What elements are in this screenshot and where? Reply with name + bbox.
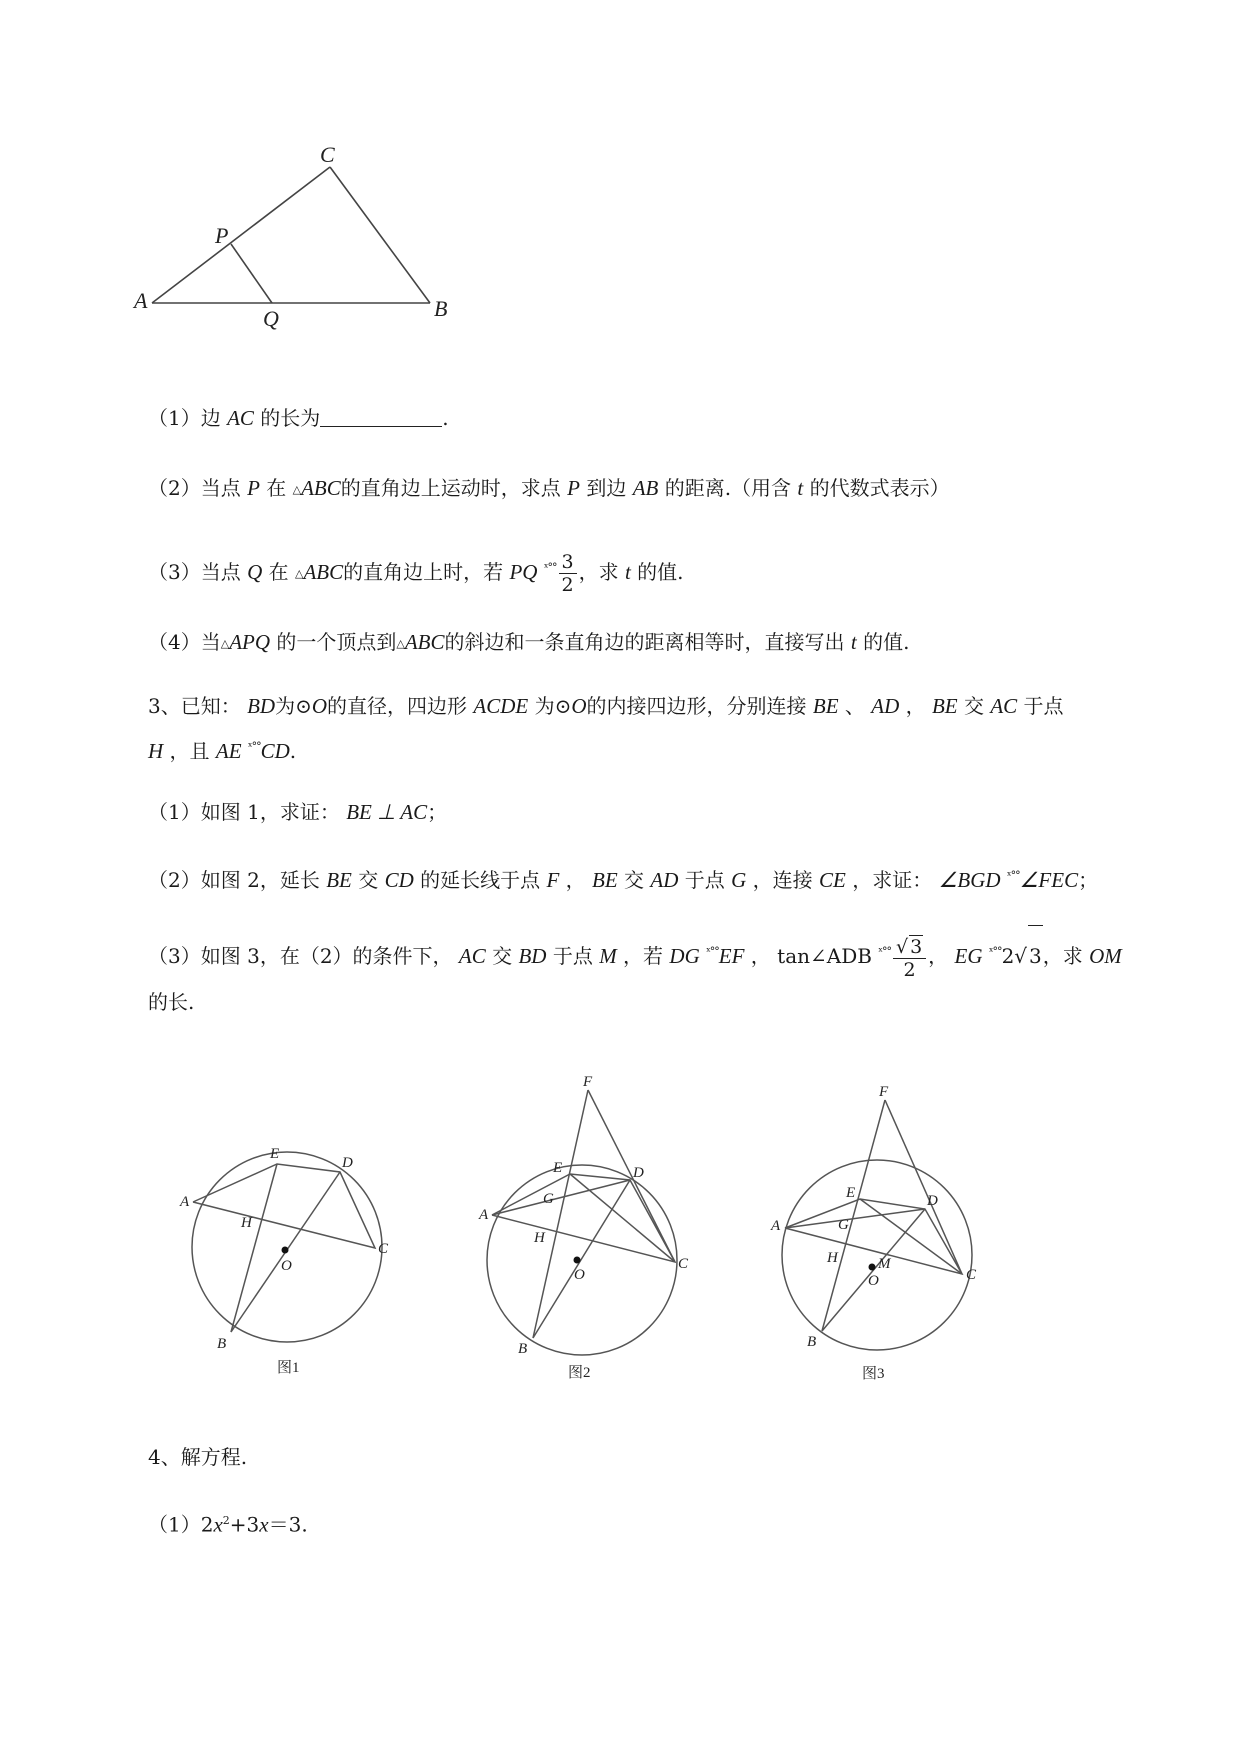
var-be: BE (931, 694, 958, 718)
fraction (893, 935, 926, 981)
exponent: 2 (222, 1514, 230, 1527)
var-x: x (213, 1512, 223, 1537)
var-ac: AC (458, 944, 486, 968)
text: 、 (844, 694, 865, 718)
sqrt-radicand: 3 (1028, 925, 1043, 986)
triangle-symbol: △ (396, 637, 405, 650)
center-dot (282, 1247, 289, 1254)
q3-part-3-line2 (148, 988, 194, 1016)
var-m: M (599, 944, 617, 968)
var-abc: ABC (404, 630, 445, 654)
triangle-symbol: △ (294, 567, 304, 580)
segment-be (231, 1164, 277, 1332)
text: ，且 (169, 739, 210, 763)
label-a: A (134, 288, 148, 313)
label-e: E (846, 1185, 856, 1201)
part-number: （1） (148, 800, 201, 824)
var-x: x (259, 1512, 269, 1537)
text: . (442, 406, 449, 430)
text: ，求证： (852, 868, 933, 892)
q3-part-1 (148, 798, 447, 826)
q3-intro-line2 (148, 733, 296, 765)
label-g: G (838, 1217, 849, 1233)
segment-ac (152, 167, 330, 303)
var-apq: APQ (229, 630, 271, 654)
circle-o (782, 1160, 972, 1350)
coefficient: 2 (200, 1512, 214, 1537)
text: ； (427, 800, 448, 824)
text: . (289, 739, 297, 763)
text: 为⊙ (275, 694, 312, 718)
angle-fec: ∠FEC (1019, 868, 1079, 892)
equals-glyph: ˣ°° (878, 945, 891, 958)
label-d: D (927, 1193, 938, 1209)
segment-fc (588, 1090, 675, 1262)
label-m: M (878, 1256, 891, 1272)
angle-bgd: ∠BGD (938, 868, 1001, 892)
equals-glyph: ˣ°° (1006, 869, 1020, 882)
text: 为⊙ (534, 694, 572, 718)
text: 如图 2，延长 (200, 868, 320, 892)
figure-3 (760, 1085, 1010, 1405)
text: ，求 (1042, 944, 1083, 968)
var-ef: EF (718, 944, 745, 968)
text: 当点 (200, 560, 241, 584)
equals-glyph: ˣ°° (543, 561, 557, 574)
var-t: t (797, 476, 804, 500)
text: 当点 (200, 476, 241, 500)
text: 的直径，四边形 (327, 694, 468, 718)
triangle-symbol: △ (292, 483, 302, 496)
text: 的长. (148, 990, 195, 1014)
label-g: G (543, 1191, 554, 1207)
var-p: P (247, 476, 260, 500)
fraction-denominator: 2 (561, 574, 574, 596)
var-f: F (546, 868, 560, 892)
fraction (559, 551, 577, 596)
var-bd: BD (247, 694, 276, 718)
text: ， (905, 694, 926, 718)
label-e: E (553, 1160, 563, 1176)
fraction-numerator: √ 3 (893, 935, 926, 959)
text: 的代数式表示） (809, 476, 950, 500)
text: 交 (963, 694, 984, 718)
var-ad: AD (650, 868, 679, 892)
part-number: （2） (148, 476, 201, 500)
text: 在 (266, 476, 287, 500)
figure-1 (175, 1120, 415, 1390)
label-h: H (827, 1250, 838, 1266)
label-d: D (633, 1165, 644, 1181)
tan-expression: tan∠ADB (777, 944, 872, 968)
var-abc: ABC (301, 476, 341, 500)
var-p: P (567, 476, 580, 500)
text: ， (565, 868, 586, 892)
var-ce: CE (819, 868, 846, 892)
text: 如图 1，求证： (200, 800, 340, 824)
text: 的值. (637, 560, 684, 584)
equals-glyph: ˣ°° (988, 945, 1002, 958)
q3-part-2 (148, 862, 1098, 894)
text: ，连接 (752, 868, 813, 892)
caption-fig2: 图2 (568, 1365, 591, 1381)
var-ab: AB (632, 476, 659, 500)
sqrt-radicand: 3 (910, 935, 923, 958)
text: 在 (268, 560, 289, 584)
q2-part-4 (148, 628, 909, 658)
text: 于点 (684, 868, 725, 892)
question-title: 4、解方程. (148, 1445, 248, 1469)
center-dot (574, 1257, 581, 1264)
var-pq: PQ (509, 560, 538, 584)
question-number: 3、已知： (148, 694, 241, 718)
var-o: O (311, 694, 328, 718)
part-number: （4） (148, 630, 201, 654)
coefficient: 2 (1001, 944, 1015, 968)
label-q: Q (263, 306, 279, 331)
var-ac: AC (990, 694, 1018, 718)
var-eg: EG (954, 944, 983, 968)
var-om: OM (1089, 944, 1122, 968)
var-t: t (624, 560, 631, 584)
label-o: O (868, 1273, 879, 1289)
var-abc: ABC (303, 560, 344, 584)
expression: BE ⊥ AC (346, 800, 428, 824)
text: ，求 (578, 560, 619, 584)
text: 的直角边上时，若 (343, 560, 504, 584)
circle-o (487, 1165, 677, 1355)
text: 的值. (863, 630, 910, 654)
text: 的一个顶点到 (276, 630, 397, 654)
part-number: （2） (148, 868, 201, 892)
answer-blank (320, 408, 442, 427)
var-dg: DG (669, 944, 700, 968)
label-e: E (270, 1146, 280, 1162)
caption-fig1: 图1 (277, 1360, 300, 1376)
text: ＝3. (268, 1512, 308, 1537)
center-dot (869, 1264, 876, 1271)
equals-glyph: ˣ°° (706, 945, 719, 958)
label-d: D (342, 1155, 353, 1171)
text: 的延长线于点 (420, 868, 541, 892)
text: 交 (358, 868, 379, 892)
var-be: BE (592, 868, 618, 892)
text: ， (928, 944, 949, 968)
text: 边 (200, 406, 221, 430)
label-b: B (518, 1341, 528, 1357)
text: ， (750, 944, 771, 968)
var-o: O (571, 694, 587, 718)
text: 的距离.（用含 (664, 476, 792, 500)
quad-acde (492, 1174, 675, 1262)
text: ，若 (623, 944, 664, 968)
text: 当 (200, 630, 221, 654)
q2-part-1 (148, 404, 449, 432)
label-p: P (215, 223, 229, 248)
quad-acde (193, 1164, 375, 1248)
text: 于点 (1023, 694, 1064, 718)
var-q: Q (247, 560, 263, 584)
var-cd: CD (260, 739, 290, 763)
figure-2 (470, 1070, 720, 1400)
label-f: F (879, 1085, 889, 1100)
var-ac: AC (227, 406, 254, 430)
part-number: （3） (148, 944, 201, 968)
label-o: O (281, 1258, 292, 1274)
caption-fig3: 图3 (862, 1366, 885, 1382)
text: ； (1078, 868, 1099, 892)
label-b: B (434, 296, 448, 321)
part-number: （1） (148, 1512, 201, 1537)
text: 到边 (586, 476, 627, 500)
label-h: H (534, 1230, 545, 1246)
label-c: C (378, 1241, 389, 1257)
triangle-figure (130, 140, 470, 340)
var-acde: ACDE (473, 694, 529, 718)
var-h: H (148, 739, 164, 763)
label-a: A (479, 1207, 489, 1223)
segment-fc (885, 1100, 962, 1274)
label-c: C (320, 142, 335, 167)
var-g: G (731, 868, 747, 892)
label-b: B (807, 1334, 817, 1350)
text: 的长为 (260, 406, 321, 430)
segment-bf (533, 1090, 588, 1338)
var-be: BE (326, 868, 352, 892)
circle-o (192, 1152, 382, 1342)
text: +3 (229, 1512, 260, 1537)
quad-acde (785, 1199, 962, 1274)
label-c: C (966, 1267, 977, 1283)
var-t: t (850, 630, 857, 654)
text: 交 (492, 944, 513, 968)
triangle-symbol: △ (220, 637, 230, 650)
text: 的斜边和一条直角边的距离相等时，直接写出 (444, 630, 845, 654)
q3-part-3: （3）如图 3，在（2）的条件下， AC 交 BD 于点 M ，若 DG $^{ˣ^\circ^\circ}$EF ， tan∠ADB $^{ˣ^\circ^\circ}$ $\frac{√ 3}{2}$ ， EG $^{ˣ^\circ^\circ}$2√ 3，求 OM (148, 922, 1122, 982)
q2-part-3 (148, 538, 684, 598)
label-c: C (678, 1256, 689, 1272)
label-a: A (771, 1218, 781, 1234)
text: 如图 3，在（2）的条件下， (200, 944, 453, 968)
part-number: （3） (148, 560, 201, 584)
segment-pq (231, 244, 272, 303)
var-be: BE (812, 694, 839, 718)
text: 交 (624, 868, 645, 892)
q2-part-2 (148, 474, 950, 504)
fraction-denominator: 2 (903, 958, 916, 981)
equals-glyph: ˣ°° (247, 740, 261, 753)
label-a: A (180, 1194, 190, 1210)
var-cd: CD (384, 868, 414, 892)
text: 的内接四边形，分别连接 (586, 694, 807, 718)
fraction-numerator: 3 (559, 551, 577, 574)
label-h: H (241, 1215, 252, 1231)
label-f: F (583, 1074, 593, 1090)
var-ae: AE (215, 739, 242, 763)
var-bd: BD (518, 944, 547, 968)
label-o: O (574, 1267, 585, 1283)
part-number: （1） (148, 406, 201, 430)
label-b: B (217, 1336, 227, 1352)
text: 于点 (552, 944, 593, 968)
q4-title (148, 1443, 247, 1471)
var-ad: AD (871, 694, 900, 718)
q4-part-1 (148, 1507, 308, 1539)
segment-bc (330, 167, 430, 303)
text: 的直角边上运动时，求点 (340, 476, 561, 500)
q3-intro-line1 (148, 692, 1064, 720)
